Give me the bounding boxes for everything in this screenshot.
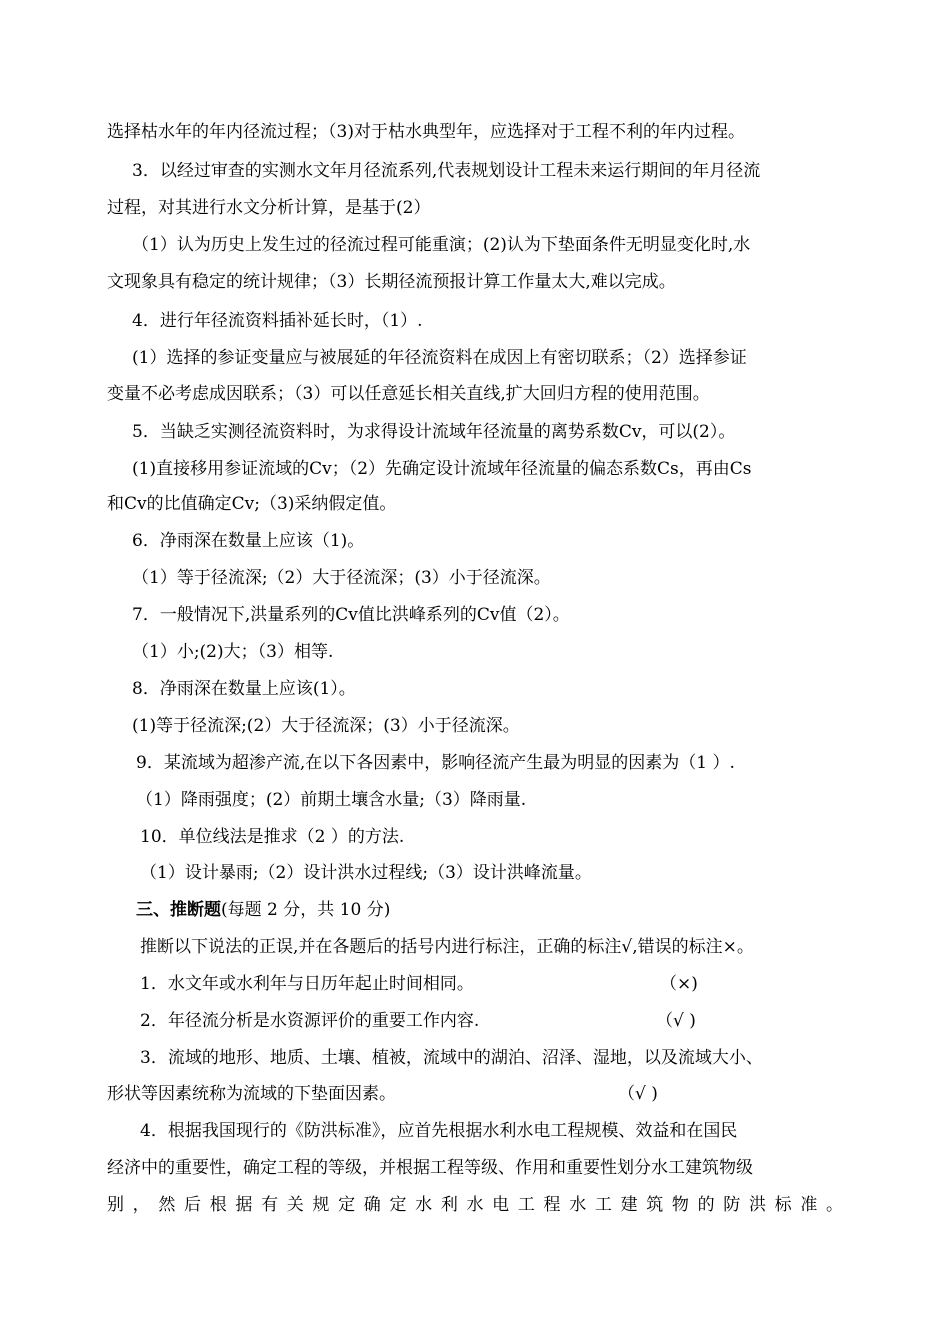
tf-answer-1: （×) — [660, 974, 698, 994]
section-title: 三、推断题 — [136, 900, 221, 920]
options-q4-line-2: 变量不必考虑成因联系；（3）可以任意延长相关直线,扩大回归方程的使用范围。 — [107, 384, 710, 404]
tf-statement-2: 2．年径流分析是水资源评价的重要工作内容. — [140, 1011, 480, 1031]
tf-statement-3-line-1: 3．流域的地形、地质、土壤、植被，流域中的湖泊、沼泽、湿地，以及流域大小、 — [140, 1048, 763, 1068]
options-q7: （1）小;(2)大；（3）相等. — [132, 642, 334, 662]
tf-statement-4-line-3: 别，然后根据有关规定确定水利水电工程水工建筑物的防洪标准。 — [107, 1195, 843, 1215]
options-q9: （1）降雨强度；(2）前期土壤含水量;（3）降雨量. — [136, 790, 527, 810]
question-5: 5．当缺乏实测径流资料时，为求得设计流域年径流量的离势系数Cv，可以(2）。 — [132, 422, 736, 442]
options-q5-line-2: 和Cv的比值确定Cv;（3)采纳假定值。 — [107, 494, 397, 514]
text-line-1: 选择枯水年的年内径流过程；（3)对于枯水典型年，应选择对于工程不利的年内过程。 — [107, 122, 745, 142]
question-4: 4．进行年径流资料插补延长时，（1）. — [132, 311, 423, 331]
question-10: 10．单位线法是推求（2 ）的方法. — [140, 827, 405, 847]
tf-statement-4-line-1: 4．根据我国现行的《防洪标准》，应首先根据水利水电工程规模、效益和在国民 — [140, 1121, 738, 1141]
section-note: (每题 2 分，共 10 分) — [221, 900, 391, 920]
options-q4-line-1: (1）选择的参证变量应与被展延的年径流资料在成因上有密切联系；（2）选择参证 — [132, 348, 747, 368]
text-line-3: 过程，对其进行水文分析计算，是基于(2） — [107, 198, 431, 218]
tf-answer-3: （√ ) — [618, 1084, 658, 1104]
tf-statement-1: 1．水文年或水利年与日历年起止时间相同。 — [140, 974, 474, 994]
options-q6: （1）等于径流深;（2）大于径流深；(3）小于径流深。 — [132, 568, 551, 588]
tf-statement-3-line-2: 形状等因素统称为流域的下垫面因素。 — [107, 1084, 396, 1104]
section-heading — [136, 899, 390, 921]
question-8: 8．净雨深在数量上应该(1）。 — [132, 679, 356, 699]
options-q8: (1)等于径流深;(2）大于径流深；(3）小于径流深。 — [132, 716, 520, 736]
section-instructions: 推断以下说法的正误,并在各题后的括号内进行标注，正确的标注√,错误的标注×。 — [140, 937, 754, 957]
question-6: 6．净雨深在数量上应该（1)。 — [132, 531, 365, 551]
options-q10: （1）设计暴雨;（2）设计洪水过程线;（3）设计洪峰流量。 — [140, 863, 592, 883]
tf-statement-4-line-2: 经济中的重要性，确定工程的等级，并根据工程等级、作用和重要性划分水工建筑物级 — [107, 1158, 753, 1178]
options-q3-line-2: 文现象具有稳定的统计规律；（3）长期径流预报计算工作量太大,难以完成。 — [107, 272, 676, 292]
tf-answer-2: （√ ) — [656, 1011, 696, 1031]
question-3: 3．以经过审查的实测水文年月径流系列,代表规划设计工程未来运行期间的年月径流 — [132, 161, 761, 181]
options-q3-line-1: （1）认为历史上发生过的径流过程可能重演；(2)认为下垫面条件无明显变化时,水 — [132, 235, 751, 255]
question-9: 9．某流域为超渗产流,在以下各因素中，影响径流产生最为明显的因素为（1 ）. — [136, 753, 735, 773]
question-7: 7．一般情况下,洪量系列的Cv值比洪峰系列的Cv值（2）。 — [132, 605, 570, 625]
options-q5-line-1: (1)直接移用参证流域的Cv；（2）先确定设计流域年径流量的偏态系数Cs，再由Cs — [132, 459, 752, 479]
